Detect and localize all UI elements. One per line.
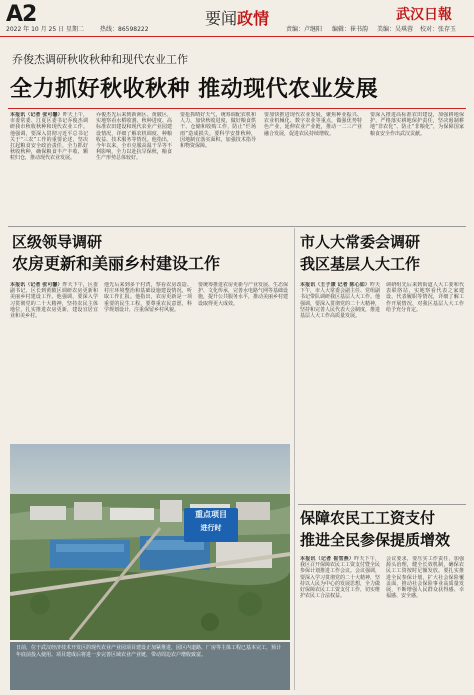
lead-byline: 本报讯（记者 张可馨）	[10, 112, 63, 118]
section-name: 政情	[237, 9, 270, 28]
story2-column-2	[104, 282, 192, 438]
story4-column-1	[300, 556, 380, 690]
lead-text-2: 乔俊杰先后来到新洲区、黄陂区，实地察看水稻收割、秋种进度、高标准农田建设和现代农业产业园建设情况，详细了解农机调度、种粮收益、技术服务等情况。他指出，今年以来，全市克服高温干旱等不利影响，全力以赴抗旱保秋，粮食生产形势总体较好。	[96, 112, 172, 162]
column-divider	[294, 228, 295, 690]
lead-text-5: 要深入推进高标准农田建设，加强耕地保护，严格落实耕地保护责任，坚决遏制耕地“非农化”、防止“非粮化”，为保障国家粮食安全作出武汉贡献。	[370, 112, 464, 137]
story2-text-3: 要统筹推进农房更新与产业发展、生态保护、文化传承，完善水电路气网等基础设施，提升公共服务水平，推动美丽乡村建设取得更大成效。	[198, 282, 288, 307]
story2-text-1: 昨天下午，区委副书记、区长到黄陂区调研农房更新和美丽乡村建设工作。他强调，要深入学习贯彻党的二十大精神，坚持农民主体地位，扎实推进农房更新，建设宜居宜业和美乡村。	[10, 282, 98, 320]
story3-text-1: 昨天下午，市人大常委会副主任、党组副书记带队调研我区基层人大工作。他强调，要深入贯彻党的二十大精神，坚持和完善人民代表大会制度，推进基层人大工作高质量发展。	[300, 282, 380, 320]
newspaper-logo: 武汉日報	[396, 7, 452, 23]
checker-credit: 校对：张存玉	[420, 26, 457, 33]
divider	[8, 108, 466, 109]
layout-credit: 美编：吴琪蓉	[377, 26, 414, 33]
aerial-photo-illustration	[10, 444, 290, 640]
page-number: A2	[6, 2, 37, 27]
story4-column-2	[386, 556, 464, 690]
story3-headline-line2: 我区基层人大工作	[300, 255, 421, 273]
key-project-badge	[184, 508, 238, 542]
lead-subhead: 乔俊杰调研秋收秋种和现代农业工作	[12, 53, 188, 66]
editor-credit: 责编：卢继阳	[286, 26, 323, 33]
story2-headline-line2: 农房更新和美丽乡村建设工作	[12, 254, 221, 273]
divider	[298, 504, 466, 505]
aerial-project-photo	[10, 444, 290, 640]
lead-column-4	[264, 112, 362, 222]
story4-text-1: 昨天下午，我区召开保障农民工工资支付暨全民参保计划推进工作会议。会议强调，要深入学习贯彻党的二十大精神，坚持以人民为中心的发展思想，全力做好保障农民工工资支付工作，切实维护农民工合法权益。	[300, 556, 380, 600]
story3-text-2: 调研组先后来到街道人大工委和代表联络站，实地察看代表之家建设、代表履职等情况，详细了解工作开展情况，对我区基层人大工作给予充分肯定。	[386, 282, 464, 313]
section-title	[205, 6, 269, 29]
hotline: 热线：86598222	[100, 26, 149, 33]
story2-byline: 本报讯（记者 张可馨）	[10, 282, 63, 288]
lead-text-3: 要抢抓晴好天气，统筹调配农机和人力，加快秋收进度，做好粮食烘干、仓储和收购工作，防止“烂场雨”造成损失。要科学安排秋种，因地制宜落实面积，加强技术指导和物资保障。	[180, 112, 256, 150]
story3-column-2	[386, 282, 464, 498]
badge-line1: 重点项目	[195, 510, 227, 519]
lead-column-2	[96, 112, 172, 222]
story2-headline-line1: 区级领导调研	[12, 233, 103, 251]
lead-headline: 全力抓好秋收秋种 推动现代农业发展	[10, 77, 379, 102]
story2-text-2: 他先后来到多个村湾，察看农房改造、村庄环境整治和基础设施建设情况，听取工作汇报。他指出，农房更新是一项重要的民生工程，要尊重农民意愿，科学规划设计，注重保留乡村风貌。	[104, 282, 192, 313]
photo-caption: 日前，位于武汉经济技术开发区的现代农业产业园项目建设正加紧推进，园区内道路、厂房等主体工程已基本完工，预计年底前投入使用。项目建成后将进一步完善区域农业产业链，带动周边农户增收致富。	[10, 642, 290, 690]
issue-date: 2022 年 10 月 25 日 星期二	[6, 26, 84, 33]
story3-headline-line1: 市人大常委会调研	[300, 233, 421, 251]
badge-line2: 进行时	[200, 524, 222, 532]
story4-headline-line2: 推进全民参保提质增效	[300, 531, 451, 549]
lead-text-4: 要加快推进现代农业发展，聚焦种业振兴、农业机械化、数字农业等重点，做强优势特色产业，延伸农业产业链，推动一二三产业融合发展，促进农民持续增收。	[264, 112, 362, 137]
page-header	[0, 0, 474, 37]
story2-column-3	[198, 282, 288, 438]
lead-column-1	[10, 112, 88, 222]
story3-column-1	[300, 282, 380, 498]
story2-column-1	[10, 282, 98, 438]
story4-byline: 本报讯（记者 崔雪燕）	[300, 556, 355, 562]
lead-text-1: 昨天上午，市委常委、江夏区委书记乔俊杰调研我市秋收秋种和现代农业工作。他强调，要深入贯彻习近平总书记关于“三农”工作的重要论述，坚决扛起粮食安全政治责任，全力抓好秋收秋种，确保粮食丰产丰收、颗粒归仓，推动现代农业发展。	[10, 112, 88, 162]
lead-column-3	[180, 112, 256, 222]
story3-byline: 本报讯（王子康 记者 陈心如）	[300, 282, 370, 288]
section-prefix: 要闻	[205, 9, 238, 28]
lead-column-5	[370, 112, 464, 222]
divider	[8, 226, 466, 227]
story4-text-2: 会议要求，要压实工作责任，加强源头治理，健全长效机制，确保农民工工资按时足额发放。要扎实推进全民参保计划，扩大社会保险覆盖面，推动社会保险事业高质量发展，不断增强人民群众获得感、幸福感、安全感。	[386, 556, 464, 600]
designer-credit: 编辑：崔书韵	[332, 26, 369, 33]
story4-headline-line1: 保障农民工工资支付	[300, 509, 436, 527]
